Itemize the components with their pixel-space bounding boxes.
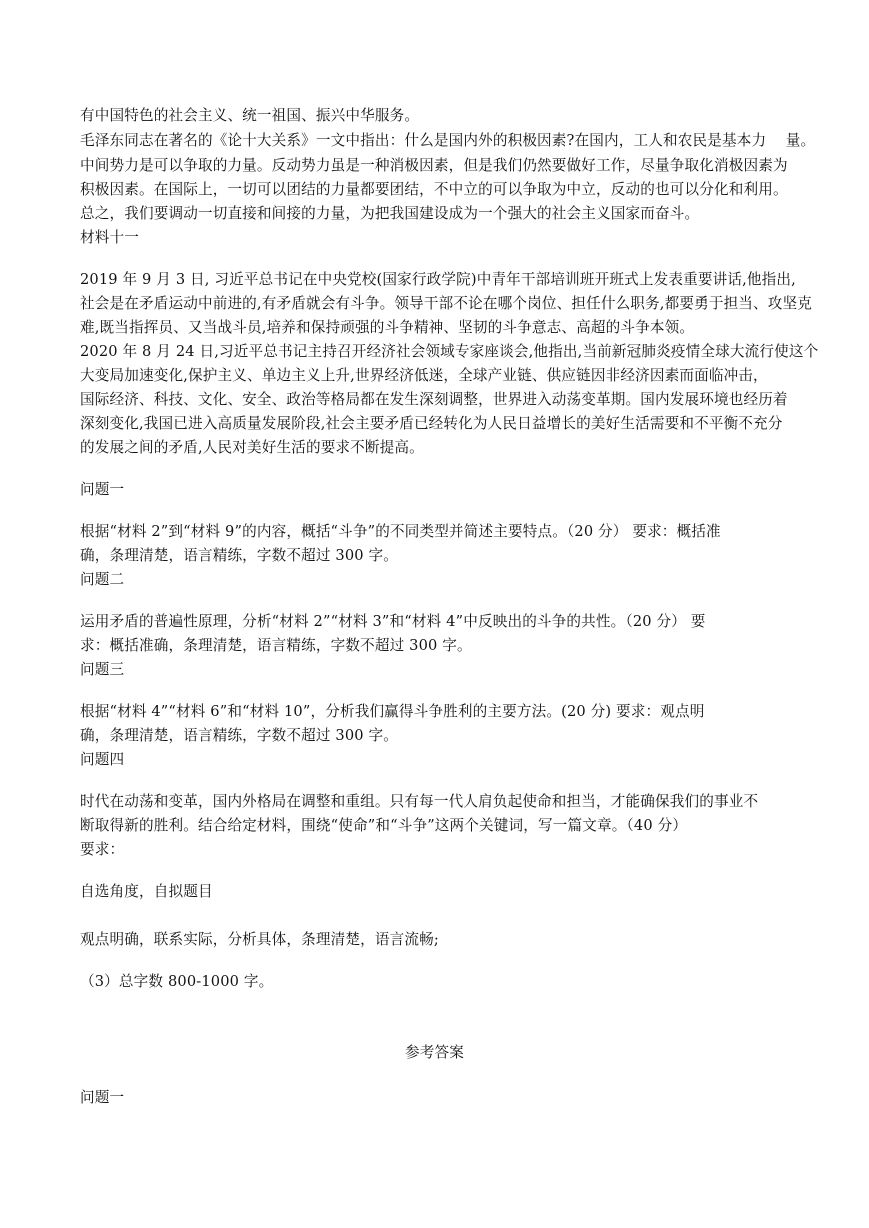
text-line: 根据“材料 4”“材料 6”和“材料 10”，分析我们赢得斗争胜利的主要方法。(20 分) 要求：观点明 <box>80 703 705 720</box>
text-line: 深刻变化,我国已进入高质量发展阶段,社会主要矛盾已经转化为人民日益增长的美好生活需要和不平衡不充分 <box>80 415 783 432</box>
question-heading: 问题三 <box>80 661 125 678</box>
text-line: 运用矛盾的普遍性原理，分析“材料 2”“材料 3”和“材料 4”中反映出的斗争的共性。（20 分） 要 <box>80 613 706 630</box>
text-line: 积极因素。在国际上，一切可以团结的力量都要团结，不中立的可以争取为中立，反动的也可以分化和利用。 <box>80 181 788 198</box>
text-line: 社会是在矛盾运动中前进的,有矛盾就会有斗争。领导干部不论在哪个岗位、担任什么职务,都要勇于担当、攻坚克 <box>80 295 813 312</box>
question-heading: 问题一 <box>80 481 125 498</box>
text-line: 确，条理清楚，语言精练，字数不超过 300 字。 <box>80 727 399 744</box>
text-line: 中间势力是可以争取的力量。反动势力虽是一种消极因素，但是我们仍然要做好工作，尽量争取化消极因素为 <box>80 157 788 174</box>
section-heading: 材料十一 <box>80 229 139 246</box>
text-line: 2020 年 8 月 24 日,习近平总书记主持召开经济社会领域专家座谈会,他指出,当前新冠肺炎疫情全球大流行使这个 <box>80 343 819 360</box>
text-line: 时代在动荡和变革，国内外格局在调整和重组。只有每一代人肩负起使命和担当，才能确保我们的事业不 <box>80 793 759 810</box>
text-line: 2019 年 9 月 3 日, 习近平总书记在中央党校(国家行政学院)中青年干部培训班开班式上发表重要讲话,他指出, <box>80 271 796 288</box>
text-line: （3）总字数 800-1000 字。 <box>80 973 274 990</box>
text-line: 毛泽东同志在著名的《论十大关系》一文中指出：什么是国内外的积极因素?在国内，工人和农民是基本力 量。 <box>80 132 816 149</box>
text-line: 有中国特色的社会主义、统一祖国、振兴中华服务。 <box>80 107 420 124</box>
text-line: 的发展之间的矛盾,人民对美好生活的要求不断提高。 <box>80 439 424 456</box>
text-line: 国际经济、科技、文化、安全、政治等格局都在发生深刻调整，世界进入动荡变革期。国内发展环境也经历着 <box>80 391 788 408</box>
text-line: 要求： <box>80 841 125 858</box>
text-line: 观点明确，联系实际，分析具体，条理清楚，语言流畅; <box>80 931 439 948</box>
question-heading: 问题四 <box>80 751 125 768</box>
text-line: 自选角度，自拟题目 <box>80 883 213 900</box>
text-line: 难,既当指挥员、又当战斗员,培养和保持顽强的斗争精神、坚韧的斗争意志、高超的斗争本领。 <box>80 319 695 336</box>
text-line: 总之，我们要调动一切直接和间接的力量，为把我国建设成为一个强大的社会主义国家而奋斗。 <box>80 205 700 222</box>
text-line: 求：概括准确，条理清楚，语言精练，字数不超过 300 字。 <box>80 637 472 654</box>
text-line: 确，条理清楚，语言精练，字数不超过 300 字。 <box>80 547 399 564</box>
question-heading: 问题二 <box>80 571 125 588</box>
text-line: 断取得新的胜利。结合给定材料，围绕“使命”和“斗争”这两个关键词，写一篇文章。（40 分） <box>80 817 688 834</box>
text-line: 根据“材料 2”到“材料 9”的内容，概括“斗争”的不同类型并简述主要特点。（20 分） 要求：概括准 <box>80 523 721 540</box>
text-line: 大变局加速变化,保护主义、单边主义上升,世界经济低迷，全球产业链、供应链因非经济因素而面临冲击， <box>80 367 768 384</box>
question-heading: 问题一 <box>80 1089 125 1106</box>
answer-title: 参考答案 <box>405 1044 464 1061</box>
